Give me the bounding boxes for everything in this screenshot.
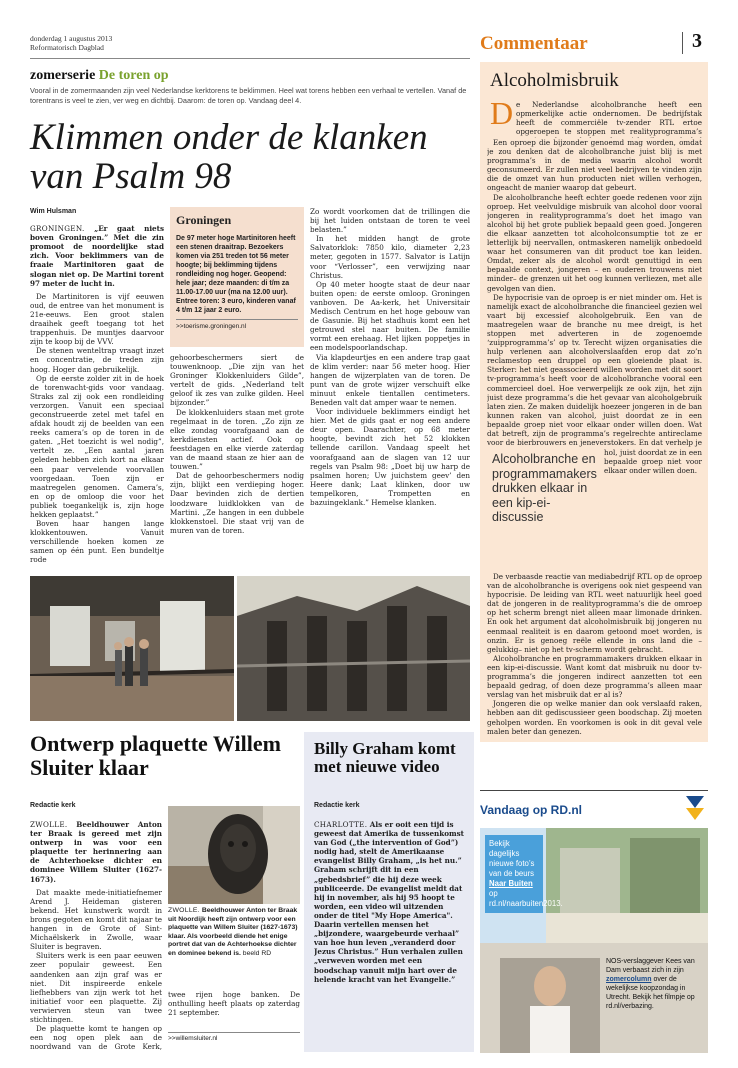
plaquette-caption [168,907,300,958]
caption-dateline: ZWOLLE. [168,907,200,914]
series-header [30,68,169,84]
section-name: Commentaar [480,33,588,54]
article-column-3 [310,207,470,570]
tower-facade-photo [237,576,470,721]
paragraph: Boven haar hangen lange klokkentouwen. Vanuit verschillende hoeken komen ze samen op één punt. Een bundeltje rode [30,519,164,565]
plaquette-byline: Redactie kerk [30,802,76,809]
paragraph: Dat maakte mede-initiatiefnemer Arend J. Heideman gisteren bekend. Het kunstwerk wordt in brons gegoten en komt dit najaar te hangen in de Grote of Sint-Michaëlskerk in Zwolle, waar Sluiter is begraven. [30,887,162,952]
paragraph: De verbaasde reactie van mediabedrijf RTL op de oproep van de alcoholbranche is overigens ook niet gespeend van hypocrisie. De leiding van RTL weet natuurlijk heel goed dat de jongeren in de realityprogramma’s die de omroep op het scherm brengt niet alleen maar limonade drinken. En ook het argument dat alcoholmisbruik bij jongeren nu eenmaal realiteit is en daarom getoond moet worden, is onzin. Er is genoeg reële ellende in ons land die –gelukkig– niet op het tv-scherm wordt gebracht. [487,572,702,654]
commentary-body-side [604,448,702,570]
plaquette-column-2 [168,990,300,1030]
paragraph: Dat de gehoorbeschermers nodig zijn, blijkt een verdieping hoger. Daar bevinden zich de dertien loodzware luidklokken van de Martini. „Ze hangen in een dubbele klokkenstoel. Die staat vrij van de muren van de toren. [170,471,304,535]
ad-left-body: Bekijk dagelijks nieuwe foto’s van de beurs [489,839,535,878]
ad-left-text[interactable] [485,835,563,913]
plaquette-link[interactable]: >>willemsluiter.nl [168,1032,300,1042]
paragraph: Op 40 meter hoogte staat de deur naar buiten open: de eerste omloop. Groningen vanboven. De Aa-kerk, het Universitair Medisch Centrum en het hoge gebouw van de Gasunie. Bij het stadhuis komt een het getrouwd stel naar buiten. De familie vormt een erehaag. Het lijken poppetjes in een modelspoorlandschap. [310,279,470,353]
paragraph: gehoorbeschermers siert de touwenknoop. „Die zijn van het Groninger Klokkenluiders Gilde”, vertelt de gids. „Nederland telt geloof ik zes van zulke gilden. Heel bijzonder.” [170,353,304,408]
commentary-body-1 [487,138,702,448]
series-label: zomerserie [30,68,96,83]
billy-graham-byline: Redactie kerk [314,802,360,809]
lead-text: „Er gaat niets boven Groningen.” Met die zin promoot de noordelijke stad zich. Voor beklimmers van de fraaie Martinitoren gaat de slogan niet op. De Martini torent 97 meter de lucht in. [30,224,164,288]
info-box-title: Groningen [176,213,232,227]
paragraph: De alcoholbranche heeft echter goede redenen voor zijn oproep. Het veelvuldige misbruik van alcohol door vooral jongeren in realityprogramma’s doet het imago van alcohol bij het grote publiek bepaald geen goed. Jongeren die elkaar aanzetten tot alcoholconsumptie tot ze er letterlijk bij neervallen, ontmaskeren namelijk onbedoeld waar het consumeren van dit product toe kan leiden. Omdat, zeker als de alcohol wordt genuttigd in een bepaalde context, jongeren – en ouderen trouwens niet minder– de grenzen uit het oog kunnen verliezen, met alle gevolgen van dien. [487,192,702,293]
paragraph: Alcoholbranche en programmamakers drukken elkaar in een kip-ei-discussie. Want komt dat misbruik nu door tv-programma’s die jongeren indirect aanzetten tot een bepaald gedrag, of doen deze programma’s alleen maar verslag van het misbruik dat er al is? [487,653,702,700]
paragraph-continued: hol, juist doordat ze in een bepaalde groep niet voor elkaar onder willen doen. [604,448,702,476]
series-intro: Vooral in de zomermaanden zijn veel Nederlandse kerktorens te beklimmen. Heel wat torens hebben een verhaal te vertellen. Vanaf de torentrans is veel te zien, ver weg en dichtbij. Daarom: de toren op. Vandaag deel 4. [30,86,467,105]
info-box [170,207,304,347]
billy-graham-text [314,820,466,1046]
page-divider [682,32,683,54]
caption-text: Beeldhouwer Anton ter Braak uit Noordijk heeft zijn ontwerp voor een plaquette van Willem Sluiter (1627-1673) klaar. Als voorbeeld diende het enige portret dat van de Achterhoekse dichter en dominee bekend is. [168,907,298,957]
paper-name: Reformatorisch Dagblad [30,43,104,52]
paragraph: twee rijen hoge banken. De onthulling heeft plaats op zaterdag 21 september. [168,990,300,1018]
info-box-link[interactable]: >>toerisme.groningen.nl [176,319,298,330]
article-lead [30,224,164,288]
billy-graham-body: Als er ooit een tijd is geweest dat Amerika de tussenkomst van God („the intervention of God”) nodig had, stelt de Amerikaanse evangelist Billy Graham, „is het nu.” Graham schrijft dit in een „gebedsbrief” die hij deze week publiceerde. De evangelist meldt dat hij in november, als hij 95 hoopt te worden, een video wil uitzenden onder de titel "My Hope America". Daarin vertellen mensen het „bijzondere, waargebeurde verhaal” van hoe hun leven „veranderd door Jezus Christus.” Hun verhalen zullen „verweven worden met een boodschap vanuit mijn hart over de helende kracht van het Evangelie.” [314,820,465,984]
commentary-dropcap: D [490,95,514,131]
plaquette-photo [168,806,300,904]
paragraph: Jongeren die op welke manier dan ook verslaafd raken, hebben aan dit gediscussieer geen boodschap. Zij moeten geholpen worden. En voorkomen is ook in dit geval vele malen beter dan genezen. [487,699,702,736]
paragraph: Sluiters werk is een paar eeuwen zeer populair geweest. Een aandenken aan zijn graf was er niet. Dit inspireerde enkele liefhebbers van zijn werk tot het initiatief voor een plaquette. Zij verwierven steun van twee stichtingen. [30,951,162,1024]
paragraph: De stenen wenteltrap vraagt inzet en concentratie, de treden zijn hoog. Hoger dan gebruikelijk. [30,346,164,374]
issue-date-block [30,34,112,52]
tower-interior-photo [30,576,234,721]
paragraph: e Nederlandse alcoholbranche heeft een opmerkelijke actie ondernomen. De bedrijfstak heeft de commerciële tv-zender RTL ertoe opgeroepen te stoppen met realityprogramma’s [516,100,702,137]
dateline: GRONINGEN. [30,224,85,234]
caption-credit: beeld RD [242,949,272,957]
paragraph: De klokkenluiders staan met grote regelmaat in de toren. „Zo zijn ze elke zondag voorafgaand aan de kerkdiensten actief. Ook op feestdagen en elke vierde zaterdag van de maand staan ze hier aan de touwen.” [170,407,304,472]
commentary-pull-quote: Alcoholbranche en programmamakers drukken elkaar in een kip-ei-discussie [492,452,597,524]
commentary-body-2 [487,572,702,740]
ad-left-link[interactable]: Naar Buiten [489,879,533,888]
billy-graham-headline: Billy Graham komt met nieuwe video [314,739,456,776]
article-headline: Klimmen onder de klanken van Psalm 98 [30,117,428,197]
info-box-text: De 97 meter hoge Martinitoren heeft een stenen draaitrap. Bezoekers komen via 251 treden tot 56 meter hoogte; bij beklimming tijdens rondleiding nog hoger. Geopend: hele jaar; deze maanden: di t/m za 11.00-17.00 uur (ma na 12.00 uur). Entree toren: 3 euro, kinderen vanaf 4 t/m 12 jaar 2 euro. [176,235,296,314]
paragraph: Op de eerste zolder zit in de hoek de torenwacht-gids voor vandaag. Straks zal zij ook een rondleiding verzorgen. Vanuit een speciaal geconstrueerde zetel met tafel en afdak houdt zij de beelden van een reeks camera’s op de toren in de gaten. „Het toezicht is wel nodig”, vertelt ze. „Een aantal jaren geleden hebben zich kort na elkaar een paar vervelende voorvallen voorgedaan. Toen zijn er maatregelen genomen. Camera’s, en op de omloop die voor het publiek toegankelijk is, zijn hoge hekken geplaatst.” [30,373,164,519]
paragraph: Zo wordt voorkomen dat de trillingen die bij het luiden ontstaan de toren te veel belasten.” [310,207,470,235]
rd-logo-icon [684,794,706,826]
ad-right-body-2: over de wekelijkse koopzondag in Utrecht. Bekijk het filmpje op rd.nl/verbazing. [606,976,695,1010]
page-number: 3 [692,30,702,52]
lead-text: Beeldhouwer Anton ter Braak is gereed met zijn ontwerp in was voor een plaquette ter herinnering aan de Achterhoekse dichter en dominee Willem Sluiter (1627-1673). [30,820,162,884]
ad-rule [480,790,708,791]
paragraph: In het midden hangt de grote Salvatorklok: 7850 kilo, diameter 2,23 meter, gegoten in 1577. Salvator is Latijn voor “Verlosser”, een verwijzing naar Christus. [310,234,470,280]
commentary-intro [516,100,702,138]
paragraph: Voor individuele beklimmers eindigt het hier. Met de gids gaat er nog een andere deur open. Daarachter, op 68 meter hoogte, bevindt zich het 52 klokken tellende carillon. Vandaag speelt het voorafgaand aan de slagen van 12 uur regels van Psalm 98: „Doet bij uw harp de psalmen horen; Uw juichstem geev’ den Heere dank; Laat klinken, door uw tempelkoren, Trompetten en bazuingeklank.” Hemelse klanken. [310,407,470,507]
dateline: ZWOLLE. [30,820,68,829]
ad-right-link[interactable]: zomercolumn [606,976,652,983]
article-byline: Wim Hulsman [30,208,77,215]
article-column-1 [30,207,164,570]
dateline: CHARLOTTE. [314,820,368,829]
ad-right-body-1: NOS-verslaggever Kees van Dam verbaast zich in zijn [606,958,695,974]
plaquette-headline: Ontwerp plaquette Willem Sluiter klaar [30,731,281,780]
paragraph: De plaquette komt te hangen op een nog open plek aan de noordwand van de Grote Kerk, [30,1024,162,1052]
series-title: De toren op [98,68,169,83]
paragraph: De Martinitoren is vijf eeuwen oud, de entree van het monument is 21e-eeuws. Een groot stalen draaihek geeft toegang tot het trappenhuis. De muntjes daarvoor zijn te koop bij de VVV. [30,291,164,347]
paragraph: Een oproep die bijzonder genoemd mag worden, omdat je zou denken dat de alcoholbranche juist blij is met programma’s in de media waarin alcohol wordt geconsumeerd. Er zullen niet veel bedrijven te vinden zijn die de omzet van hun producten niet willen verhogen, ongeacht de manier waarop dat gebeurt. [487,138,702,193]
paragraph: De hypocrisie van de oproep is er niet minder om. Het is namelijk exact de alcoholbranche die financieel gezien wel vaart bij excessief alcoholgebruik. Een van de maatregelen waar de branche nu mee dreigt, is het stoppen met adverteren in de zogenoemde ‘zuipprogramma’s’ op tv. Terecht wijzen organisaties die hulp verlenen aan alcoholverslaafden erop dat zo’n reclamestop een druppel op een gloeiende plaat is. Sterker: het niet geassocieerd willen worden met dit soort tv-programma’s heeft voor de alcoholbranche vooral een commercieel doel. Hoe verwerpelijk ze ook zijn, het zijn juist deze programma’s die het gevaar van alcoholgebruik laten zien. Ze maken duidelijk hoezeer jongeren in de ban kunnen raken van alcohol, juist doordat ze in een bepaalde groep niet voor elkaar onder willen doen. Wat dat betreft, zijn de programma’s regelrechte antireclame voor de bierbrouwers en jeneverstokers. En dat verhelp je [487,292,702,448]
commentary-title: Alcoholmisbruik [490,70,619,91]
paragraph: Via klapdeurtjes en een andere trap gaat de klim verder: naar 56 meter hoog. Hier hangen de wijzerplaten van de toren. De punt van de grote wijzer verschuift elke minuut enkele tientallen centimeters. Beneden valt dat amper waar te nemen. [310,352,470,407]
ad-right-text[interactable] [606,957,706,1011]
top-rule [30,58,470,59]
ad-title[interactable]: Vandaag op RD.nl [480,803,583,817]
article-column-2 [170,353,304,570]
article-lead [30,820,162,884]
plaquette-column-1 [30,820,162,1052]
ad-left-tail: op rd.nl/naarbuiten2013. [489,889,563,908]
issue-date: donderdag 1 augustus 2013 [30,34,113,43]
